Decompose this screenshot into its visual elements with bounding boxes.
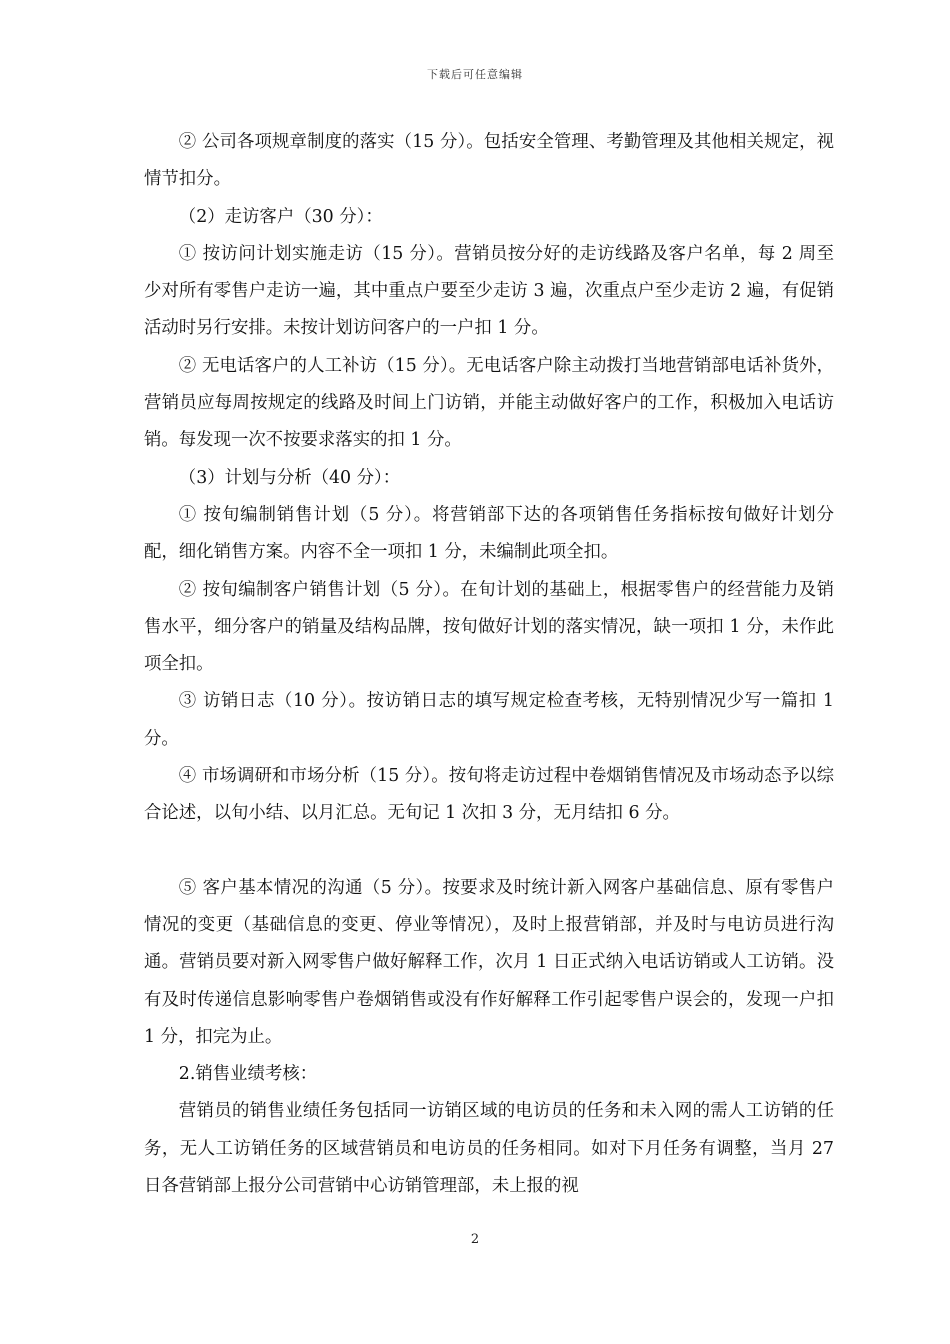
paragraph-manual-visits: ② 无电话客户的人工补访（15 分）。无电话客户除主动拨打当地营销部电话补货外，营销员应每周按规定的线路及时间上门访销，并能主动做好客户的工作，积极加入电话访销。每发现一次不按要求落实的扣 1 分。 — [144, 355, 834, 451]
paragraph-sales-plan: ① 按旬编制销售计划（5 分）。将营销部下达的各项销售任务指标按旬做好计划分配，细化销售方案。内容不全一项扣 1 分，未编制此项全扣。 — [144, 504, 834, 563]
paragraph-sales-log: ③ 访销日志（10 分）。按访销日志的填写规定检查考核，无特别情况少写一篇扣 1 分。 — [144, 691, 834, 749]
paragraph-spacer — [144, 833, 834, 870]
paragraph-customer-sales-plan: ② 按旬编制客户销售计划（5 分）。在旬计划的基础上，根据零售户的经营能力及销售水平，细分客户的销量及结构品牌，按旬做好计划的落实情况，缺一项扣 1 分，未作此项全扣。 — [144, 579, 834, 675]
paragraph-customer-communication: ⑤ 客户基本情况的沟通（5 分）。按要求及时统计新入网客户基础信息、原有零售户情况的变更（基础信息的变更、停业等情况），及时上报营销部，并及时与电访员进行沟通。营销员要对新入网零售户做好解释工作，次月 1 日正式纳入电话访销或人工访销。没有及时传递信息影响零售户卷烟销售或没有作好解释工作引起零售户误会的，发现一户扣 1 分，扣完为止。 — [144, 877, 834, 1047]
section-heading-sales-performance: 2.销售业绩考核： — [178, 1064, 318, 1085]
section-heading-customer-visits: （2）走访客户（30 分）： — [178, 206, 383, 227]
page-header: 下载后可任意编辑 — [427, 68, 523, 81]
document-body — [144, 124, 834, 1205]
page-number: 2 — [470, 1232, 480, 1247]
paragraph-market-research: ④ 市场调研和市场分析（15 分）。按旬将走访过程中卷烟销售情况及市场动态予以综合论述，以旬小结、以月汇总。无旬记 1 次扣 3 分，无月结扣 6 分。 — [144, 766, 834, 824]
paragraph-rules-compliance: ② 公司各项规章制度的落实（15 分）。包括安全管理、考勤管理及其他相关规定，视情节扣分。 — [144, 132, 834, 190]
section-heading-planning-analysis: （3）计划与分析（40 分）： — [178, 467, 401, 488]
paragraph-visit-plan: ① 按访问计划实施走访（15 分）。营销员按分好的走访线路及客户名单，每 2 周至少对所有零售户走访一遍，其中重点户要至少走访 3 遍，次重点户至少走访 2 遍，有促销活动时另行安排。未按计划访问客户的一户扣 1 分。 — [144, 243, 834, 339]
paragraph-sales-performance: 营销员的销售业绩任务包括同一访销区域的电访员的任务和未入网的需人工访销的任务，无人工访销任务的区域营销员和电访员的任务相同。如对下月任务有调整，当月 27 日各营销部上报分公司营销中心访销管理部，未上报的视 — [144, 1101, 834, 1197]
